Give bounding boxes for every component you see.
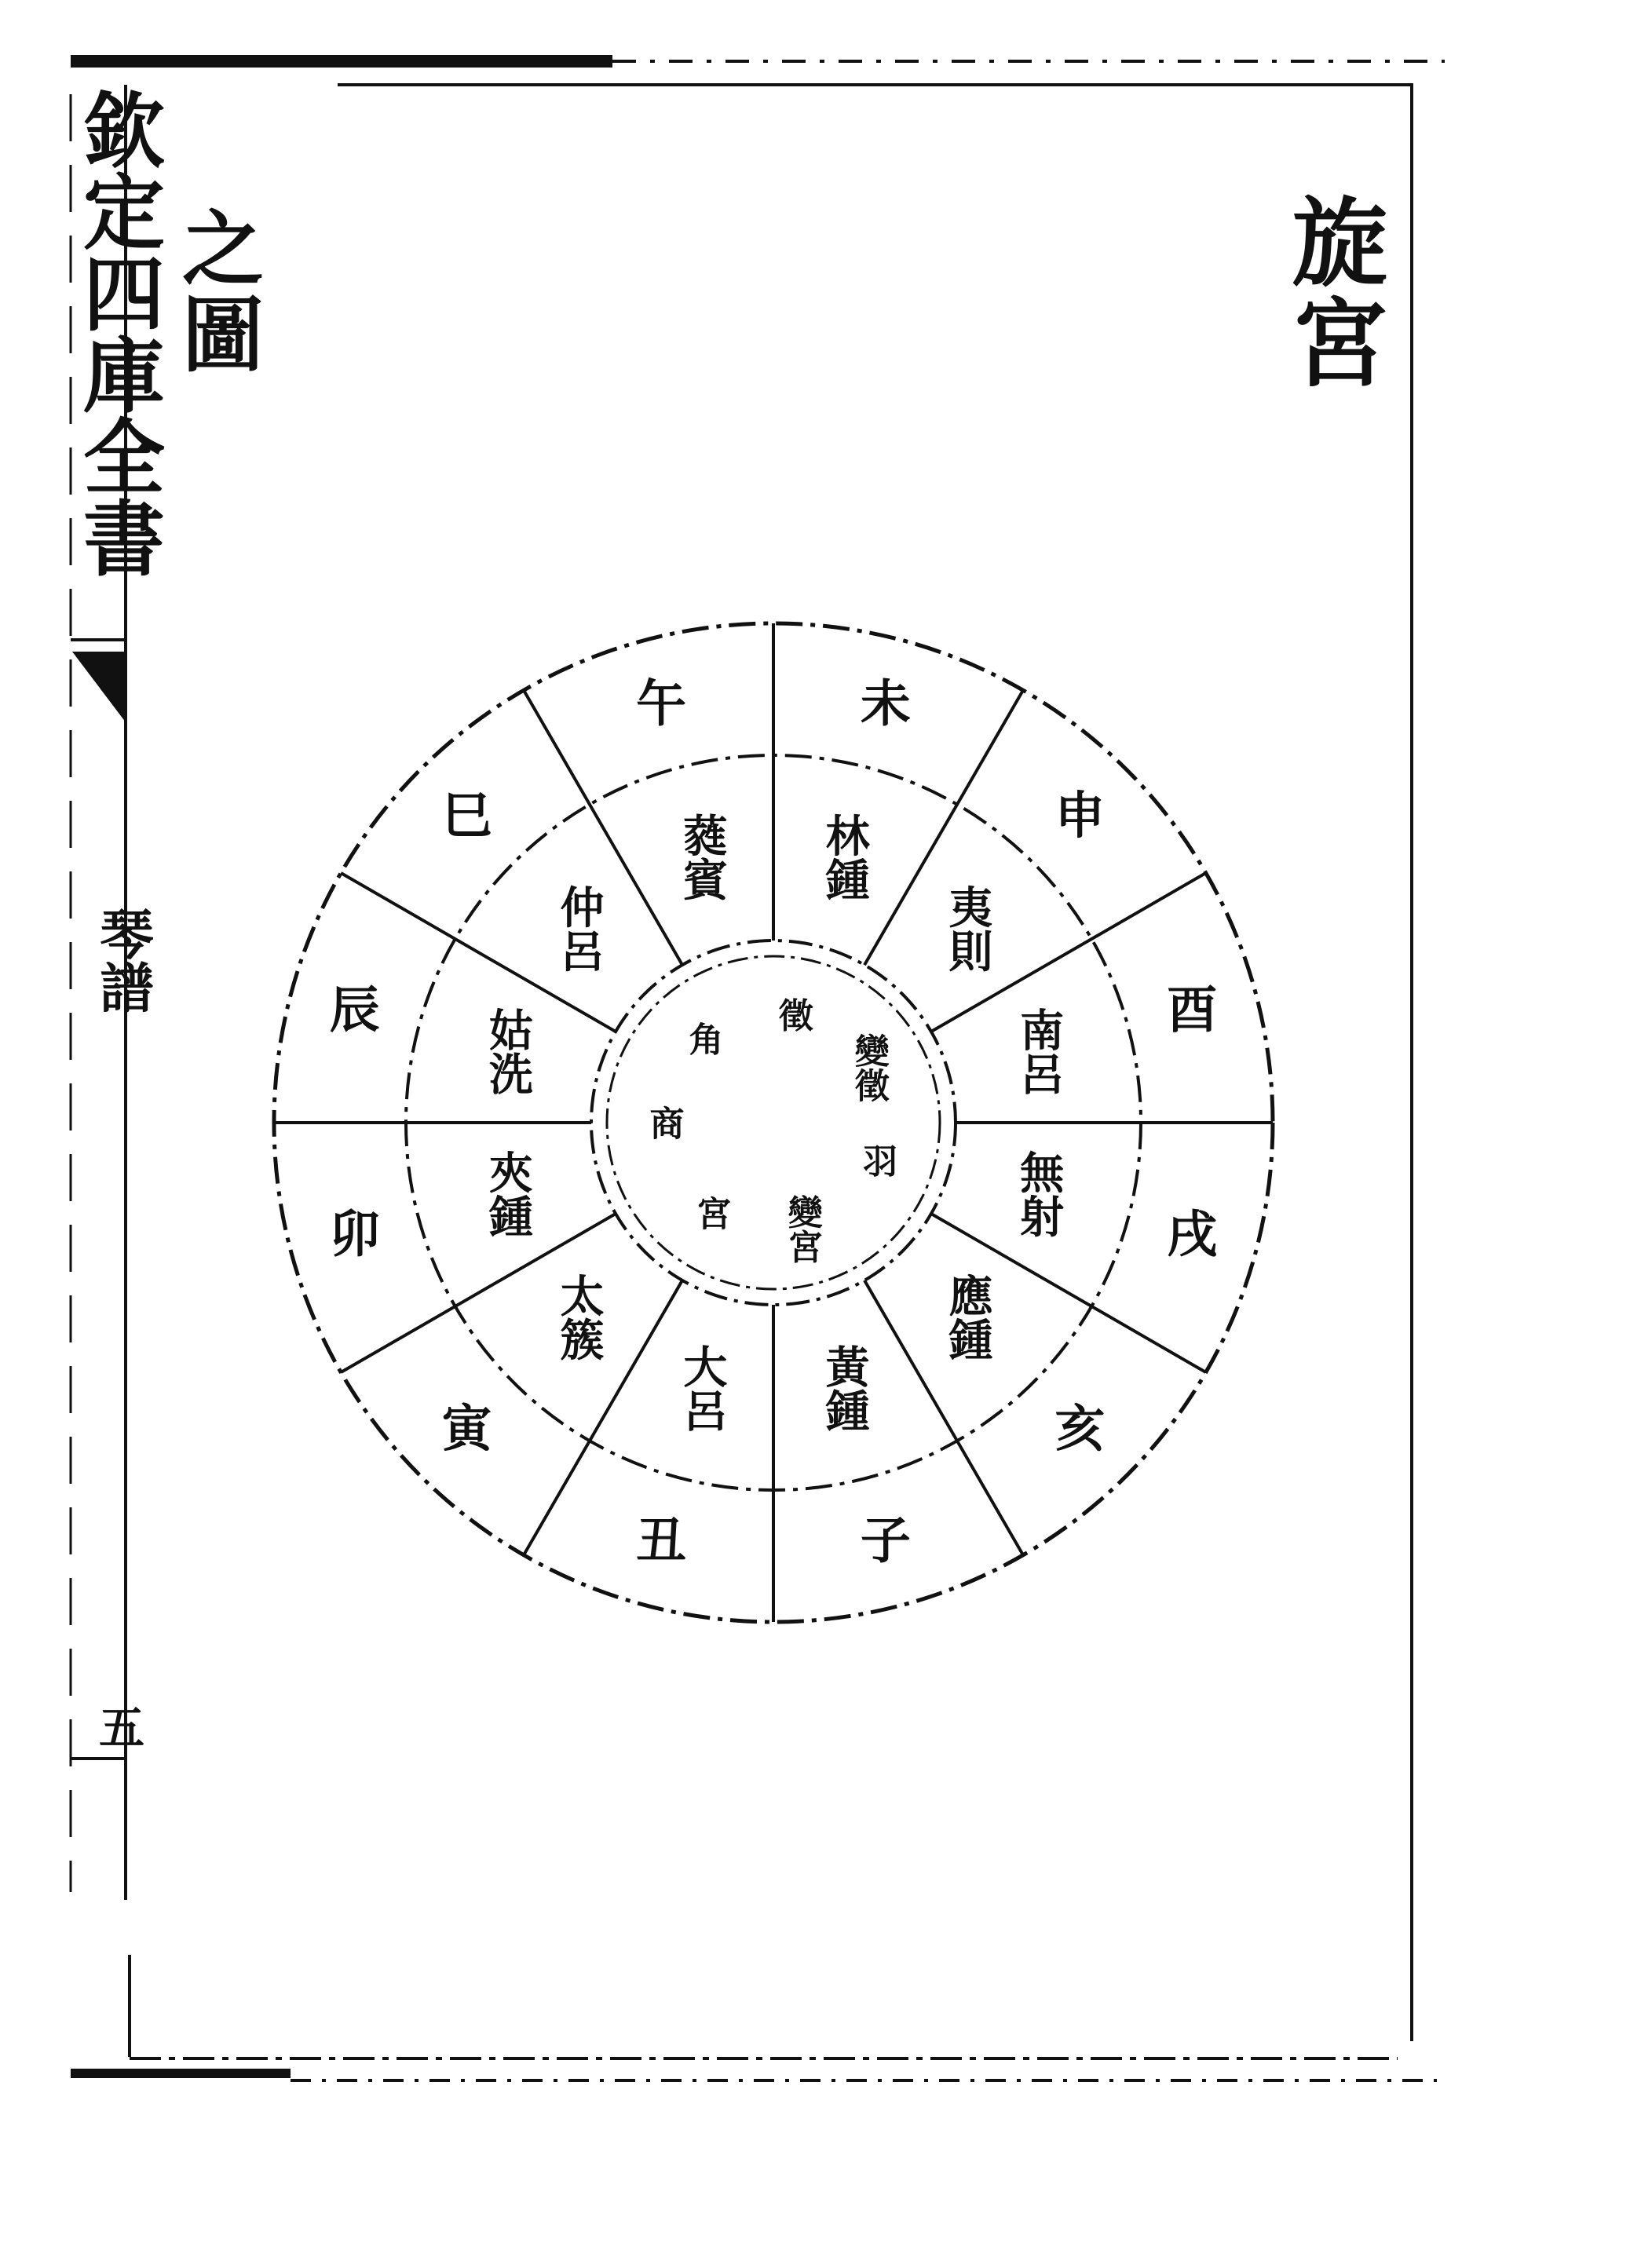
branch-label: 丑: [636, 1511, 687, 1571]
branch-label: 寅: [441, 1399, 492, 1459]
pitch-label: 應鍾: [941, 1273, 994, 1361]
branch-label: 子: [860, 1511, 911, 1571]
branch-label: 卯: [329, 1205, 380, 1265]
branch-label: 巳: [441, 787, 492, 846]
pitch-label: 黃鍾: [818, 1344, 871, 1433]
pitch-label: 仲呂: [553, 884, 605, 973]
branch-label: 亥: [1054, 1399, 1106, 1459]
note-label: 變徵: [848, 1033, 889, 1102]
note-label: 角: [682, 1021, 723, 1056]
pitch-label: 姑洗: [481, 1007, 534, 1096]
title-left: 之圖: [168, 206, 265, 378]
pitch-label: 南呂: [1013, 1007, 1065, 1096]
branch-label: 戌: [1167, 1205, 1218, 1265]
margin-page-number: 五: [91, 1704, 144, 1749]
note-label: 宮: [690, 1195, 731, 1230]
branch-label: 辰: [329, 981, 380, 1040]
pitch-label: 大呂: [676, 1344, 729, 1433]
branch-label: 申: [1054, 787, 1106, 846]
branch-label: 午: [636, 674, 687, 734]
title-right: 旋宮: [1276, 192, 1389, 393]
branch-label: 未: [860, 674, 911, 734]
margin-book-title: 欽定四庫全書: [69, 88, 166, 578]
margin-section: 琴譜: [91, 907, 154, 1014]
pitch-label: 蕤賓: [676, 813, 729, 901]
scale-note-ring: [644, 997, 898, 1263]
pitch-label: 夾鍾: [481, 1149, 534, 1238]
branch-label: 酉: [1167, 981, 1218, 1040]
wheel-spokes: [274, 623, 1273, 1622]
note-label: 徵: [772, 997, 813, 1032]
note-label: 羽: [857, 1142, 897, 1178]
pitch-label: 無射: [1013, 1149, 1065, 1238]
note-label: 商: [643, 1105, 684, 1140]
note-label: 變宮: [781, 1194, 822, 1264]
pitch-label: 太簇: [553, 1273, 605, 1361]
pitch-label: 夷則: [941, 884, 994, 973]
pitch-label: 林鍾: [818, 813, 871, 901]
